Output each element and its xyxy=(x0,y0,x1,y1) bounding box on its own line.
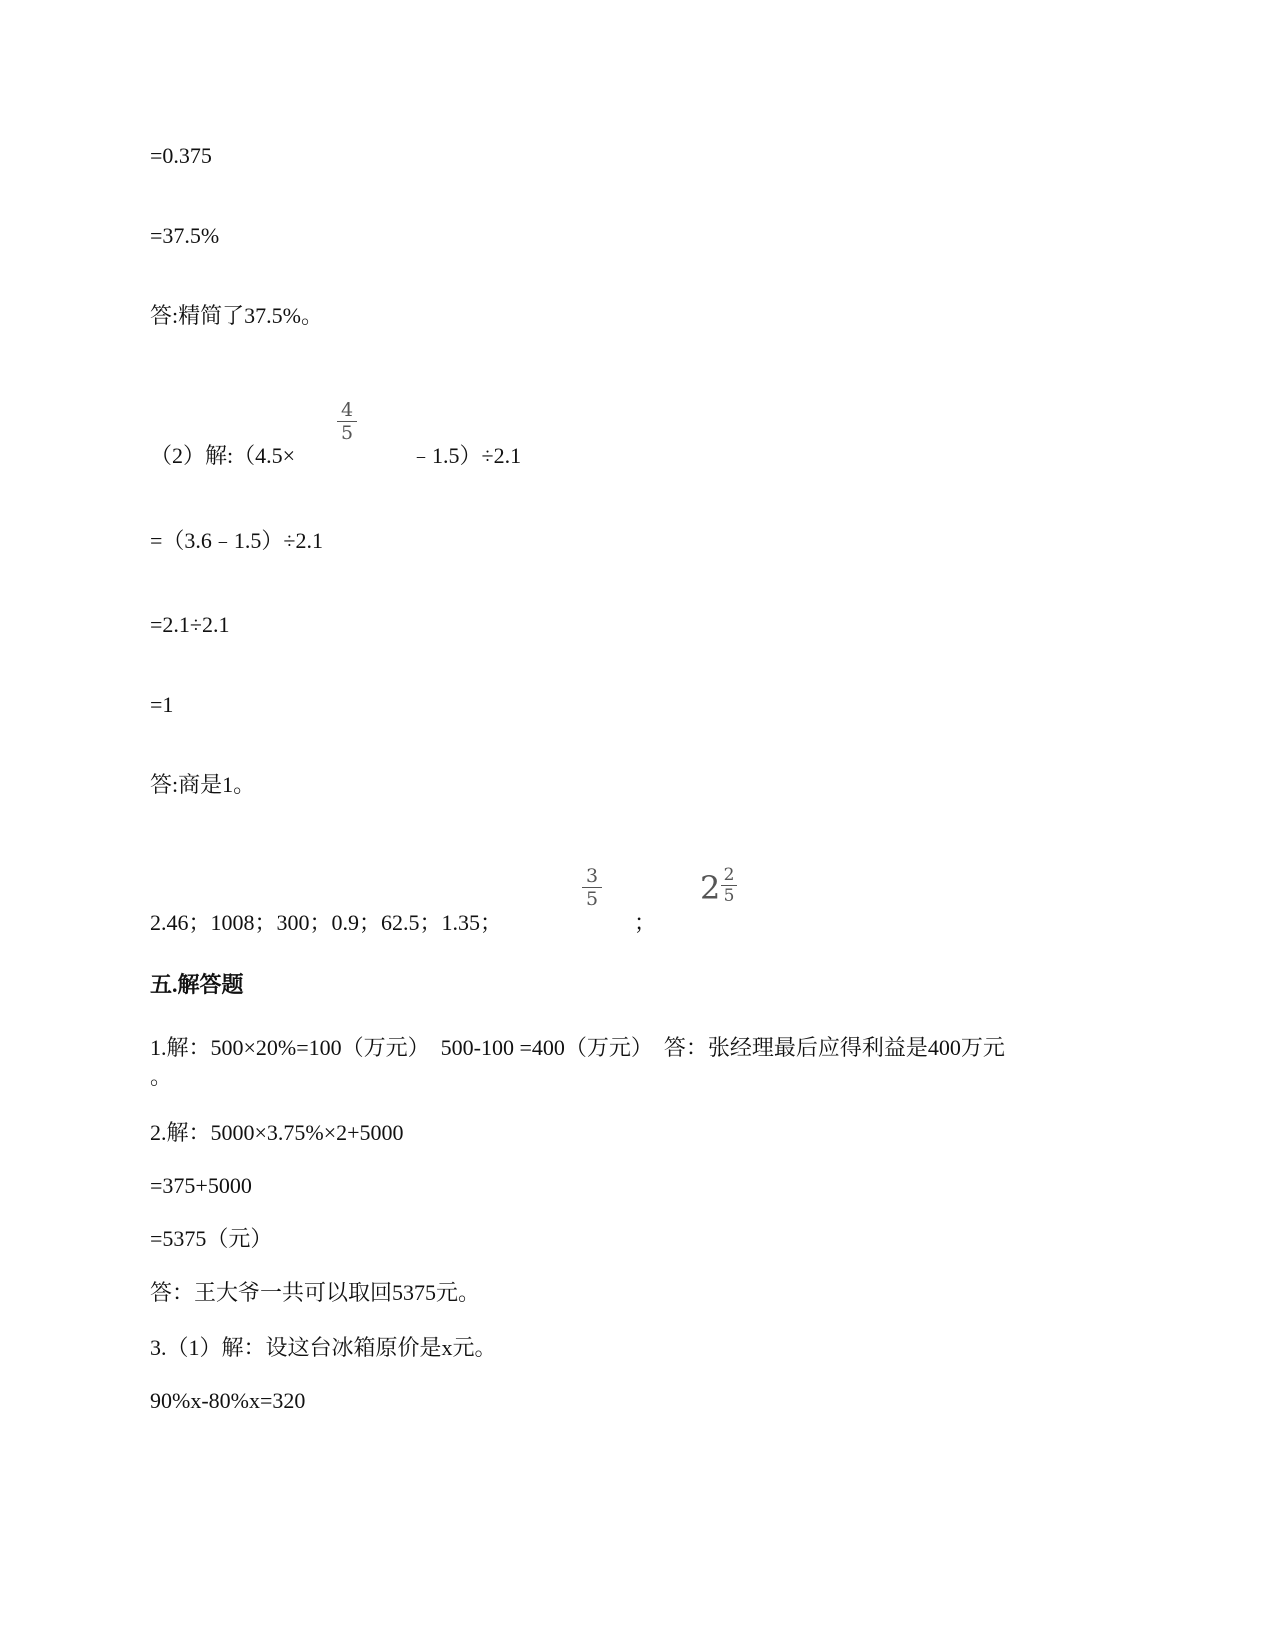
answer-line-simplified: 答:精简了37.5%。 xyxy=(150,303,323,328)
results-list: 2.46；1008；300；0.9；62.5；1.35； xyxy=(150,910,503,935)
calc-line-subtract: =（3.6﹣1.5）÷2.1 xyxy=(150,528,323,553)
calc-line-375-percent: =37.5% xyxy=(150,223,220,248)
fraction-numerator: 2 xyxy=(723,865,735,885)
answer-2-step: =375+5000 xyxy=(150,1173,252,1198)
calc-line-0375: =0.375 xyxy=(150,143,212,168)
answer-3-equation: 90%x-80%x=320 xyxy=(150,1388,306,1413)
section-heading: 五.解答题 xyxy=(150,972,244,997)
fraction-denominator: 5 xyxy=(723,886,735,906)
fraction-denominator: 5 xyxy=(585,888,599,910)
answer-line-quotient: 答:商是1。 xyxy=(150,772,256,797)
answer-2-conclusion: 答：王大爷一共可以取回5375元。 xyxy=(150,1280,481,1305)
fraction-denominator: 5 xyxy=(340,422,354,444)
answer-3-setup: 3.（1）解：设这台冰箱原价是x元。 xyxy=(150,1335,497,1360)
problem-2-end: ﹣1.5）÷2.1 xyxy=(410,443,522,468)
mixed-fraction xyxy=(721,866,737,905)
answer-1-line: 1.解：500×20%=100（万元） 500-100 =400（万元） 答：张经理最后应得利益是400万元 xyxy=(150,1035,1005,1060)
fraction-numerator: 4 xyxy=(340,399,354,421)
mixed-whole: 2 xyxy=(700,869,721,907)
problem-2-start: （2）解:（4.5× xyxy=(150,443,296,468)
calc-line-result: =1 xyxy=(150,692,174,717)
calc-line-divide: =2.1÷2.1 xyxy=(150,612,230,637)
answer-2-formula: 2.解：5000×3.75%×2+5000 xyxy=(150,1120,404,1145)
fraction-three-fifths xyxy=(582,866,602,909)
fraction-numerator: 3 xyxy=(585,865,599,887)
answer-1-period: 。 xyxy=(150,1064,173,1089)
mixed-number-two-and-two-fifths xyxy=(700,866,740,910)
results-separator: ； xyxy=(634,910,657,935)
fraction-four-fifths xyxy=(337,400,357,443)
answer-2-result: =5375（元） xyxy=(150,1226,273,1251)
